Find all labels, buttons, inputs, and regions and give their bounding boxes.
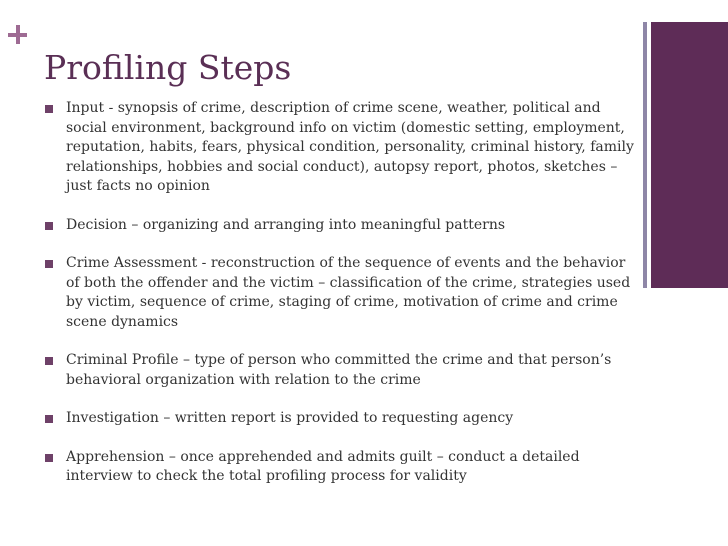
slide-title: Profiling Steps bbox=[44, 48, 292, 87]
bullet-text: Crime Assessment - reconstruction of the sequence of events and the behavior of both the offender and the victim – classification of the crime, strategies used by victim, sequence of crime, staging of crime, motivation of crime and crime scene dynamics bbox=[66, 255, 631, 330]
square-bullet-icon bbox=[45, 415, 53, 423]
square-bullet-icon bbox=[45, 222, 53, 230]
bullet-item-input bbox=[44, 99, 640, 197]
square-bullet-icon bbox=[45, 357, 53, 365]
bullet-text: Apprehension – once apprehended and admits guilt – conduct a detailed interview to check the total profiling process for validity bbox=[66, 448, 580, 484]
bullet-text: Criminal Profile – type of person who committed the crime and that person’s behavioral organization with relation to the crime bbox=[66, 352, 612, 388]
bullet-list bbox=[44, 99, 640, 506]
plus-icon bbox=[6, 23, 32, 49]
bullet-text: Input - synopsis of crime, description of crime scene, weather, political and social environment, background info on victim (domestic setting, employment, reputation, habits, fears, physical condition, personality, criminal history, family relationships, hobbies and social conduct), autopsy report, photos, sketches – just facts no opinion bbox=[66, 100, 634, 194]
decorative-accent-bar bbox=[651, 22, 728, 288]
decorative-thin-bar bbox=[643, 22, 647, 288]
bullet-item-apprehension bbox=[44, 448, 640, 487]
bullet-text: Decision – organizing and arranging into meaningful patterns bbox=[66, 216, 506, 233]
bullet-item-investigation bbox=[44, 409, 640, 429]
bullet-item-decision bbox=[44, 216, 640, 236]
bullet-text: Investigation – written report is provided to requesting agency bbox=[66, 410, 514, 426]
bullet-item-crime-assessment bbox=[44, 254, 640, 332]
square-bullet-icon bbox=[45, 260, 53, 268]
bullet-item-criminal-profile bbox=[44, 351, 640, 390]
square-bullet-icon bbox=[45, 454, 53, 462]
square-bullet-icon bbox=[45, 105, 53, 113]
